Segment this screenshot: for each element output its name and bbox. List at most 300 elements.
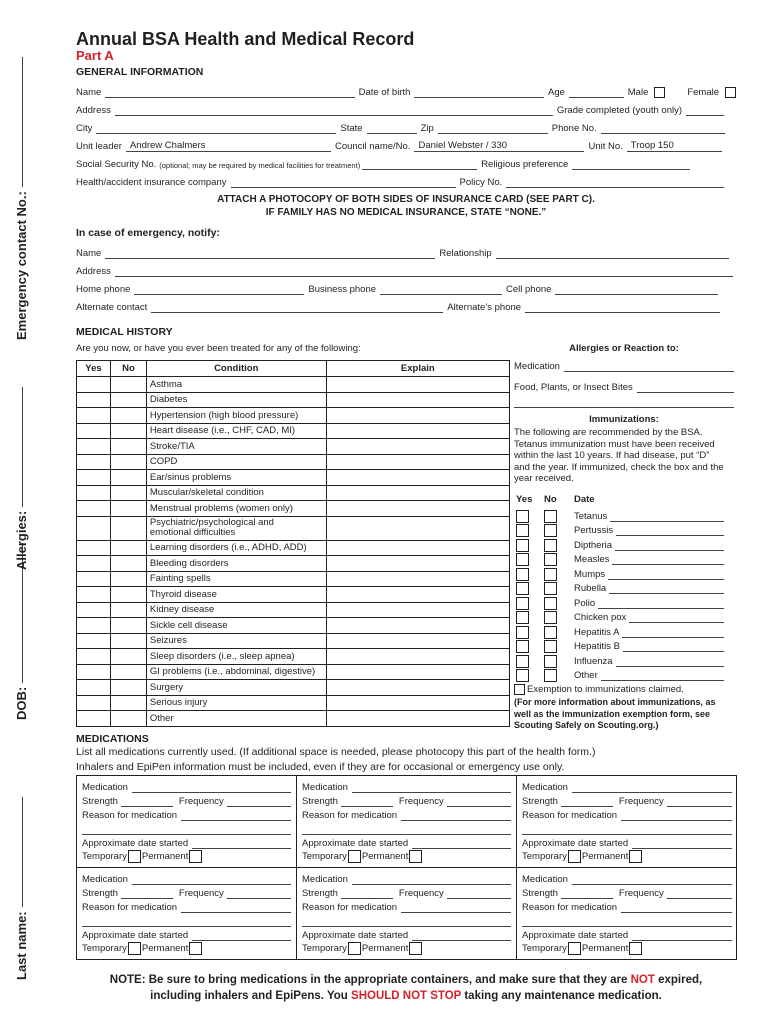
exemption-checkbox[interactable] <box>514 684 525 695</box>
imm-date-field[interactable] <box>615 540 724 551</box>
yes-cell[interactable] <box>77 571 111 587</box>
medication-label: Medication <box>522 782 568 793</box>
allergy-food-field[interactable] <box>637 382 734 393</box>
imm-col-date: Date <box>574 494 595 505</box>
imm-name: Tetanus <box>574 510 608 522</box>
alt-contact-label: Alternate contact <box>76 302 148 313</box>
council-label: Council name/No. <box>334 141 411 152</box>
imm-date-field[interactable] <box>612 554 724 565</box>
date-started-label: Approximate date started <box>522 930 629 941</box>
permanent-checkbox[interactable] <box>629 942 642 955</box>
temporary-label: Temporary <box>522 942 567 954</box>
name-label: Name <box>76 87 102 98</box>
medication-card <box>297 776 517 868</box>
no-cell[interactable] <box>110 377 146 393</box>
explain-cell[interactable] <box>326 392 509 408</box>
no-cell[interactable] <box>110 392 146 408</box>
table-row <box>77 423 510 439</box>
imm-date-field[interactable] <box>616 525 724 536</box>
reason-extra-field[interactable] <box>302 824 511 835</box>
imm-no-checkbox[interactable] <box>544 597 557 610</box>
explain-cell[interactable] <box>326 454 509 470</box>
row-insurance <box>76 174 736 188</box>
imm-yes-checkbox[interactable] <box>516 510 529 523</box>
yes-cell[interactable] <box>77 602 111 618</box>
reason-label: Reason for medication <box>82 810 178 821</box>
reason-field[interactable] <box>181 810 291 821</box>
strength-field[interactable] <box>121 888 173 899</box>
note-text-2: expired, <box>654 974 703 986</box>
unit-leader-field[interactable] <box>126 141 331 152</box>
medications-line-2: Inhalers and EpiPen information must be included, even if they are for occasional or emergency use only. <box>76 761 565 773</box>
no-cell[interactable] <box>110 439 146 455</box>
table-row <box>77 587 510 603</box>
explain-cell[interactable] <box>326 587 509 603</box>
medication-field[interactable] <box>352 874 511 885</box>
imm-no-checkbox[interactable] <box>544 655 557 668</box>
unit-no-label: Unit No. <box>588 141 623 152</box>
imm-yes-checkbox[interactable] <box>516 669 529 682</box>
yes-cell[interactable] <box>77 711 111 727</box>
row-unit <box>76 138 736 152</box>
permanent-checkbox[interactable] <box>189 942 202 955</box>
frequency-field[interactable] <box>227 796 291 807</box>
imm-date-field[interactable] <box>629 612 724 623</box>
yes-cell[interactable] <box>77 408 111 424</box>
imm-date-field[interactable] <box>609 583 724 594</box>
imm-date-field[interactable] <box>616 656 724 667</box>
ssn-note: (optional; may be required by medical facilities for treatment) <box>159 161 361 170</box>
imm-name: Chicken pox <box>574 612 627 624</box>
permanent-checkbox[interactable] <box>409 850 422 863</box>
table-row <box>77 485 510 501</box>
imm-row <box>514 669 734 684</box>
cell-phone-label: Cell phone <box>506 284 552 295</box>
date-started-field[interactable] <box>632 838 732 849</box>
allergy-food-label: Food, Plants, or Insect Bites <box>514 382 633 393</box>
explain-cell[interactable] <box>326 649 509 665</box>
state-field[interactable] <box>367 123 417 134</box>
frequency-field[interactable] <box>667 888 732 899</box>
reason-label: Reason for medication <box>522 810 618 821</box>
explain-cell[interactable] <box>326 377 509 393</box>
temporary-checkbox[interactable] <box>348 942 361 955</box>
permanent-checkbox[interactable] <box>409 942 422 955</box>
yes-cell[interactable] <box>77 454 111 470</box>
medication-field[interactable] <box>572 782 732 793</box>
explain-cell[interactable] <box>326 680 509 696</box>
temporary-label: Temporary <box>302 942 347 954</box>
address-label: Address <box>76 105 111 116</box>
condition-cell <box>146 516 326 540</box>
strength-field[interactable] <box>341 888 393 899</box>
medication-field[interactable] <box>132 874 291 885</box>
allergy-extra-row <box>514 396 734 408</box>
no-cell[interactable] <box>110 423 146 439</box>
ssn-field[interactable] <box>362 159 477 170</box>
allergy-medication-field[interactable] <box>564 361 734 372</box>
sidebar-emergency: Emergency contact No.: <box>14 10 29 340</box>
imm-date-field[interactable] <box>601 670 724 681</box>
reason-field[interactable] <box>621 902 732 913</box>
strength-label: Strength <box>522 796 558 807</box>
reason-extra-field[interactable] <box>302 916 511 927</box>
imm-no-checkbox[interactable] <box>544 626 557 639</box>
frequency-label: Frequency <box>178 796 224 807</box>
no-cell[interactable] <box>110 408 146 424</box>
sidebar-dob: DOB: <box>14 390 29 720</box>
yes-cell[interactable] <box>77 664 111 680</box>
medication-field[interactable] <box>132 782 291 793</box>
imm-yes-checkbox[interactable] <box>516 582 529 595</box>
medication-label: Medication <box>522 874 568 885</box>
table-row <box>77 408 510 424</box>
insurance-field[interactable] <box>231 177 456 188</box>
no-cell[interactable] <box>110 602 146 618</box>
medication-field[interactable] <box>352 782 511 793</box>
state-label: State <box>340 123 363 134</box>
temporary-checkbox[interactable] <box>128 942 141 955</box>
yes-cell[interactable] <box>77 392 111 408</box>
alt-phone-field[interactable] <box>525 302 720 313</box>
yes-cell[interactable] <box>77 618 111 634</box>
home-phone-label: Home phone <box>76 284 131 295</box>
explain-cell[interactable] <box>326 556 509 572</box>
table-row <box>77 571 510 587</box>
council-value: Daniel Webster / 330 <box>418 140 508 151</box>
insurance-label: Health/accident insurance company <box>76 177 227 188</box>
explain-cell[interactable] <box>326 439 509 455</box>
business-phone-field[interactable] <box>380 284 502 295</box>
reason-field[interactable] <box>621 810 732 821</box>
zip-field[interactable] <box>438 123 548 134</box>
medication-card <box>77 868 297 960</box>
reason-extra-field[interactable] <box>522 916 732 927</box>
emergency-sidebar-field[interactable] <box>22 57 23 187</box>
city-label: City <box>76 123 93 134</box>
yes-cell[interactable] <box>77 680 111 696</box>
frequency-field[interactable] <box>667 796 732 807</box>
imm-yes-checkbox[interactable] <box>516 611 529 624</box>
permanent-label: Permanent <box>581 850 629 862</box>
no-cell[interactable] <box>110 485 146 501</box>
alt-contact-field[interactable] <box>151 302 443 313</box>
temporary-label: Temporary <box>82 942 127 954</box>
medication-card <box>297 868 517 960</box>
dob-label: Date of birth <box>358 87 411 98</box>
strength-field[interactable] <box>561 888 613 899</box>
permanent-label: Permanent <box>361 850 409 862</box>
imm-yes-checkbox[interactable] <box>516 568 529 581</box>
imm-date-field[interactable] <box>598 598 724 609</box>
imm-yes-checkbox[interactable] <box>516 640 529 653</box>
immunization-list <box>514 509 734 683</box>
explain-cell[interactable] <box>326 695 509 711</box>
yes-cell[interactable] <box>77 377 111 393</box>
table-row <box>77 470 510 486</box>
imm-no-checkbox[interactable] <box>544 640 557 653</box>
allergies-sidebar-field[interactable] <box>22 387 23 507</box>
no-cell[interactable] <box>110 501 146 517</box>
yes-cell[interactable] <box>77 423 111 439</box>
part-label: Part A <box>76 48 114 63</box>
history-question: Are you now, or have you ever been treated for any of the following: <box>76 343 361 354</box>
no-cell[interactable] <box>110 711 146 727</box>
row-name <box>76 84 736 98</box>
table-row <box>77 633 510 649</box>
unit-no-field[interactable] <box>627 141 722 152</box>
yes-cell[interactable] <box>77 439 111 455</box>
medications-grid <box>76 775 737 960</box>
date-started-field[interactable] <box>412 930 511 941</box>
temporary-checkbox[interactable] <box>568 850 581 863</box>
imm-row <box>514 596 734 611</box>
date-started-field[interactable] <box>192 930 291 941</box>
no-cell[interactable] <box>110 571 146 587</box>
unit-leader-label: Unit leader <box>76 141 122 152</box>
explain-cell[interactable] <box>326 602 509 618</box>
reason-label: Reason for medication <box>302 902 398 913</box>
medication-card <box>517 776 737 868</box>
history-header-row <box>77 361 510 377</box>
unit-leader-value: Andrew Chalmers <box>129 140 206 151</box>
allergy-extra-field[interactable] <box>514 397 734 408</box>
reason-field[interactable] <box>401 902 511 913</box>
date-started-field[interactable] <box>632 930 732 941</box>
imm-yes-checkbox[interactable] <box>516 626 529 639</box>
yes-cell[interactable] <box>77 633 111 649</box>
male-checkbox[interactable] <box>654 87 665 98</box>
strength-field[interactable] <box>341 796 393 807</box>
condition-cell: Sickle cell disease <box>146 618 326 634</box>
explain-cell[interactable] <box>326 485 509 501</box>
last-name-field[interactable] <box>22 797 23 907</box>
imm-yes-checkbox[interactable] <box>516 597 529 610</box>
relationship-label: Relationship <box>439 248 492 259</box>
reason-extra-field[interactable] <box>82 824 291 835</box>
imm-yes-checkbox[interactable] <box>516 655 529 668</box>
yes-cell[interactable] <box>77 485 111 501</box>
row-em-address <box>76 263 736 277</box>
explain-cell[interactable] <box>326 571 509 587</box>
temporary-checkbox[interactable] <box>348 850 361 863</box>
male-label: Male <box>627 87 649 98</box>
temporary-checkbox[interactable] <box>568 942 581 955</box>
table-row <box>77 711 510 727</box>
imm-name: Hepatitis B <box>574 641 620 653</box>
female-label: Female <box>687 87 720 98</box>
no-cell[interactable] <box>110 649 146 665</box>
ssn-label: Social Security No. <box>76 159 157 170</box>
home-phone-field[interactable] <box>134 284 304 295</box>
religious-field[interactable] <box>572 159 690 170</box>
condition-cell: Learning disorders (i.e., ADHD, ADD) <box>146 540 326 556</box>
imm-no-checkbox[interactable] <box>544 553 557 566</box>
condition-cell: Serious injury <box>146 695 326 711</box>
yes-cell[interactable] <box>77 556 111 572</box>
policy-field[interactable] <box>506 177 724 188</box>
yes-cell[interactable] <box>77 540 111 556</box>
medication-label: Medication <box>302 782 348 793</box>
imm-date-field[interactable] <box>608 569 724 580</box>
imm-no-checkbox[interactable] <box>544 524 557 537</box>
explain-cell[interactable] <box>326 470 509 486</box>
imm-no-checkbox[interactable] <box>544 669 557 682</box>
no-cell[interactable] <box>110 454 146 470</box>
imm-no-checkbox[interactable] <box>544 582 557 595</box>
note-text-4: taking any maintenance medication. <box>461 990 662 1002</box>
no-cell[interactable] <box>110 556 146 572</box>
council-field[interactable] <box>414 141 584 152</box>
reason-field[interactable] <box>181 902 291 913</box>
yes-cell[interactable] <box>77 501 111 517</box>
explain-cell[interactable] <box>326 516 509 540</box>
explain-cell[interactable] <box>326 664 509 680</box>
imm-no-checkbox[interactable] <box>544 611 557 624</box>
imm-header-row <box>514 494 734 506</box>
frequency-label: Frequency <box>618 888 664 899</box>
permanent-checkbox[interactable] <box>629 850 642 863</box>
imm-row <box>514 524 734 539</box>
row-em-phones <box>76 281 736 295</box>
frequency-field[interactable] <box>227 888 291 899</box>
explain-cell[interactable] <box>326 408 509 424</box>
explain-cell[interactable] <box>326 501 509 517</box>
imm-no-checkbox[interactable] <box>544 568 557 581</box>
cell-phone-field[interactable] <box>555 284 718 295</box>
yes-cell[interactable] <box>77 695 111 711</box>
yes-cell[interactable] <box>77 516 111 540</box>
imm-yes-checkbox[interactable] <box>516 539 529 552</box>
no-cell[interactable] <box>110 587 146 603</box>
no-cell[interactable] <box>110 695 146 711</box>
explain-cell[interactable] <box>326 711 509 727</box>
imm-no-checkbox[interactable] <box>544 510 557 523</box>
col-explain: Explain <box>326 361 509 377</box>
imm-yes-checkbox[interactable] <box>516 524 529 537</box>
business-phone-label: Business phone <box>308 284 377 295</box>
reason-label: Reason for medication <box>302 810 398 821</box>
imm-date-field[interactable] <box>622 627 724 638</box>
condition-cell: Seizures <box>146 633 326 649</box>
frequency-field[interactable] <box>447 796 511 807</box>
yes-cell[interactable] <box>77 649 111 665</box>
medication-label: Medication <box>82 874 128 885</box>
no-cell[interactable] <box>110 470 146 486</box>
reason-extra-field[interactable] <box>82 916 291 927</box>
date-started-field[interactable] <box>412 838 511 849</box>
dob-field[interactable] <box>414 87 544 98</box>
frequency-label: Frequency <box>178 888 224 899</box>
sidebar <box>14 30 48 990</box>
reason-field[interactable] <box>401 810 511 821</box>
row-ssn <box>76 156 736 170</box>
medication-card <box>517 868 737 960</box>
no-cell[interactable] <box>110 680 146 696</box>
no-cell[interactable] <box>110 618 146 634</box>
permanent-label: Permanent <box>581 942 629 954</box>
no-cell[interactable] <box>110 633 146 649</box>
sidebar-last-name: Last name: <box>14 650 29 980</box>
frequency-label: Frequency <box>398 888 444 899</box>
no-cell[interactable] <box>110 540 146 556</box>
condition-cell: Asthma <box>146 377 326 393</box>
em-address-field[interactable] <box>115 266 733 277</box>
condition-cell: Hypertension (high blood pressure) <box>146 408 326 424</box>
yes-cell[interactable] <box>77 470 111 486</box>
row-city <box>76 120 736 134</box>
explain-cell[interactable] <box>326 633 509 649</box>
unit-no-value: Troop 150 <box>630 140 674 151</box>
imm-name: Other <box>574 670 598 682</box>
grade-field[interactable] <box>686 105 724 116</box>
yes-cell[interactable] <box>77 587 111 603</box>
condition-line-1: Psychiatric/psychological and <box>149 517 274 528</box>
imm-date-field[interactable] <box>610 511 724 522</box>
name-field[interactable] <box>105 87 354 98</box>
imm-yes-checkbox[interactable] <box>516 553 529 566</box>
date-started-field[interactable] <box>192 838 291 849</box>
permanent-checkbox[interactable] <box>189 850 202 863</box>
imm-name: Diptheria <box>574 539 613 551</box>
imm-no-checkbox[interactable] <box>544 539 557 552</box>
condition-cell: Menstrual problems (women only) <box>146 501 326 517</box>
explain-cell[interactable] <box>326 618 509 634</box>
condition-cell: Stroke/TIA <box>146 439 326 455</box>
form-title: Annual BSA Health and Medical Record <box>76 29 415 49</box>
table-row <box>77 454 510 470</box>
medication-label: Medication <box>302 874 348 885</box>
condition-cell: GI problems (i.e., abdominal, digestive) <box>146 664 326 680</box>
alt-phone-label: Alternate’s phone <box>447 302 522 313</box>
note-not: NOT <box>630 974 655 986</box>
no-cell[interactable] <box>110 664 146 680</box>
condition-cell: COPD <box>146 454 326 470</box>
female-checkbox[interactable] <box>725 87 736 98</box>
strength-label: Strength <box>522 888 558 899</box>
explain-cell[interactable] <box>326 540 509 556</box>
city-field[interactable] <box>96 123 336 134</box>
temporary-checkbox[interactable] <box>128 850 141 863</box>
imm-name: Pertussis <box>574 525 614 537</box>
condition-cell: Muscular/skeletal condition <box>146 485 326 501</box>
address-field[interactable] <box>115 105 553 116</box>
explain-cell[interactable] <box>326 423 509 439</box>
imm-name: Measles <box>574 554 610 566</box>
no-cell[interactable] <box>110 516 146 540</box>
strength-field[interactable] <box>561 796 613 807</box>
condition-cell: Bleeding disorders <box>146 556 326 572</box>
permanent-label: Permanent <box>141 942 189 954</box>
imm-col-no: No <box>544 494 557 505</box>
reason-label: Reason for medication <box>82 902 178 913</box>
reason-extra-field[interactable] <box>522 824 732 835</box>
imm-date-field[interactable] <box>623 641 724 652</box>
temporary-label: Temporary <box>522 850 567 862</box>
frequency-label: Frequency <box>398 796 444 807</box>
age-field[interactable] <box>569 87 624 98</box>
frequency-field[interactable] <box>447 888 511 899</box>
imm-name: Influenza <box>574 655 613 667</box>
condition-cell: Other <box>146 711 326 727</box>
phone-field[interactable] <box>601 123 725 134</box>
em-name-field[interactable] <box>105 248 435 259</box>
relationship-field[interactable] <box>496 248 729 259</box>
medication-field[interactable] <box>572 874 732 885</box>
strength-field[interactable] <box>121 796 173 807</box>
table-row <box>77 556 510 572</box>
age-label: Age <box>548 87 565 98</box>
